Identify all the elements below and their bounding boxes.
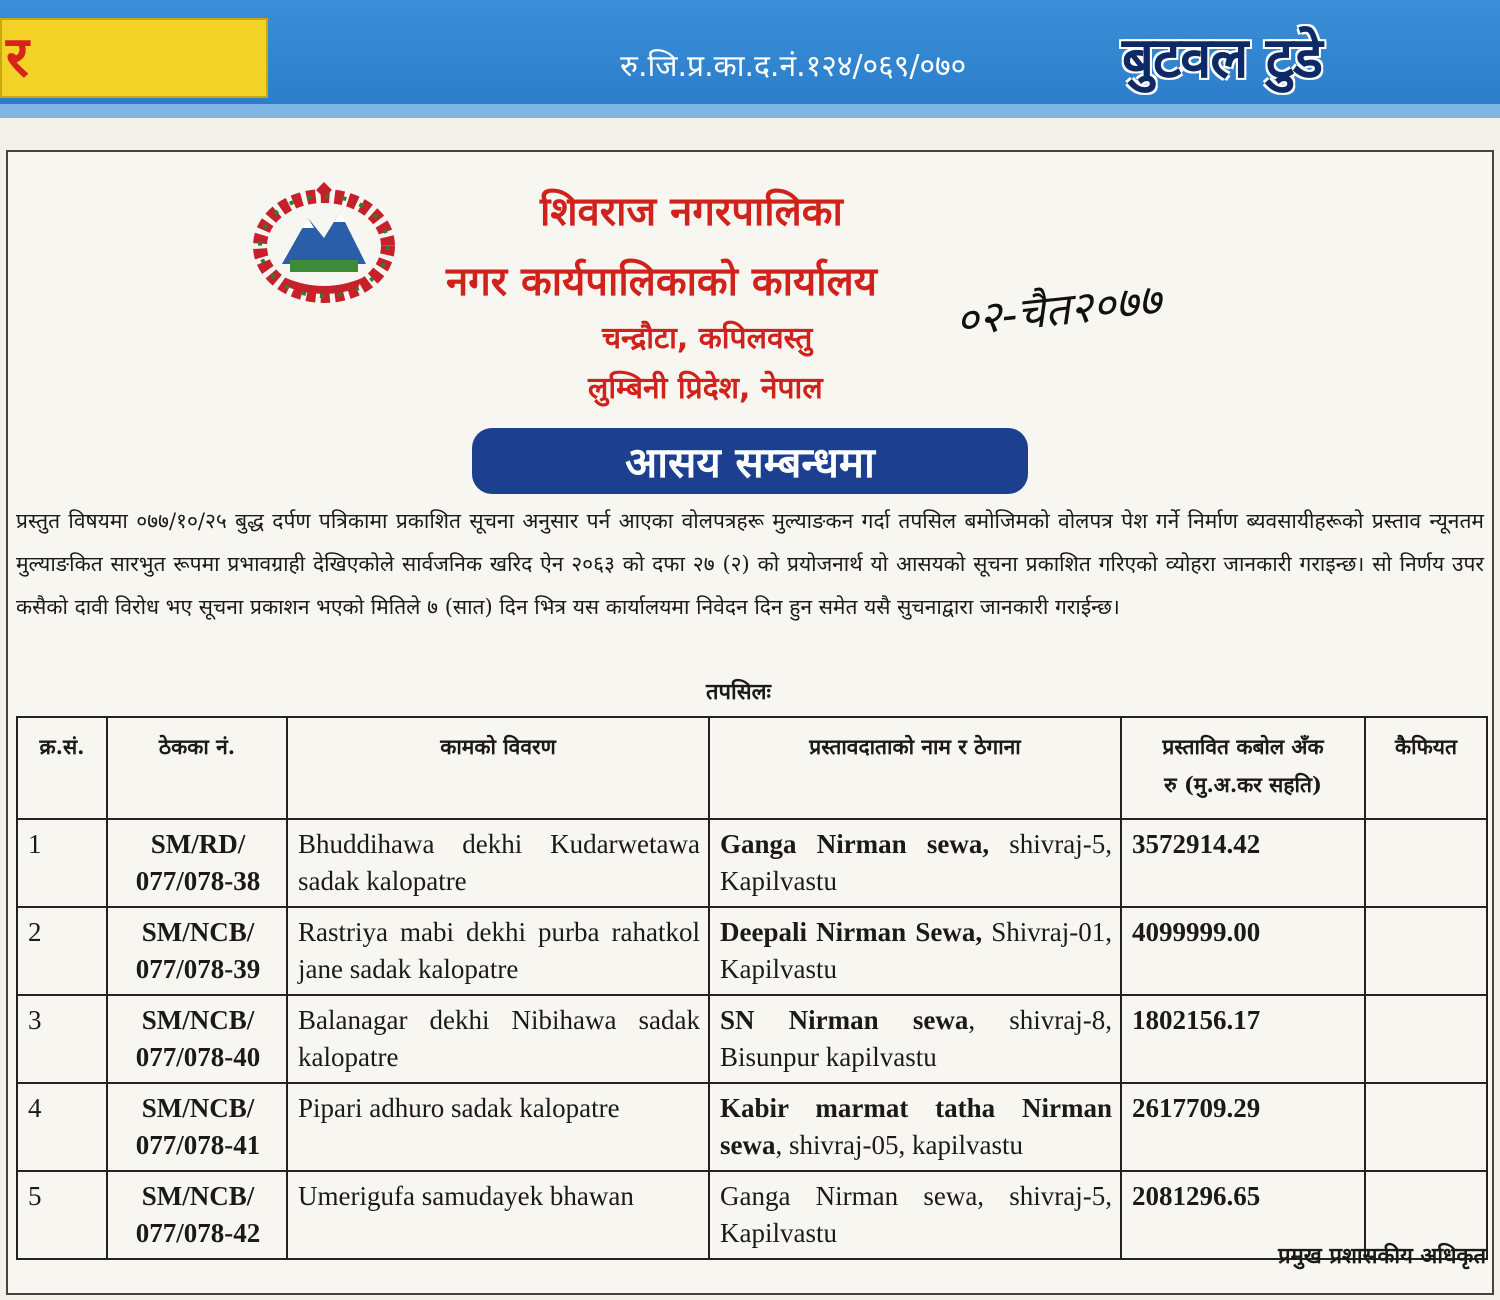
cell-bidder (709, 819, 1121, 907)
contract-line2: 077/078-39 (135, 954, 261, 984)
notice-body: प्रस्तुत विषयमा ०७७/१०/२५ बुद्ध दर्पण पत्रिकामा प्रकाशित सूचना अनुसार पर्न आएका वोलपत्रहरू मुल्याङकन गर्दा तपसिल बमोजिमको वोलपत्र पेश गर्ने निर्माण ब्यवसायीहरूको प्रस्ताव न्यूनतम मुल्याङकित सारभुत रूपमा प्रभावग्राही देखिएकोले सार्वजनिक खरिद ऐन २०६३ को दफा २७ (२) को प्रयोजनार्थ यो आसयको सूचना प्रकाशित गरिएको व्योहरा जानकारी गराइन्छ। सो निर्णय उपर कसैको दावी विरोध भए सूचना प्रकाशन भएको मितिले ७ (सात) दिन भित्र यस कार्यालयमा निवेदन दिन हुन समेत यसै सुचनाद्वारा जानकारी गराईन्छ। (16, 509, 1484, 619)
contract-line2: 077/078-38 (135, 866, 261, 896)
cell-remarks (1365, 907, 1487, 995)
cell-sn: 2 (17, 907, 107, 995)
table-row (17, 819, 1487, 907)
header-sn: क्र.सं. (17, 717, 107, 819)
cell-contract (107, 907, 287, 995)
cell-contract (107, 1083, 287, 1171)
header-bidder: प्रस्तावदाताको नाम र ठेगाना (709, 717, 1121, 819)
cell-contract (107, 1171, 287, 1259)
cell-remarks (1365, 1083, 1487, 1171)
cell-remarks (1365, 995, 1487, 1083)
signatory-title: प्रमुख प्रशासकीय अधिकृत (1278, 1243, 1486, 1269)
table-row (17, 1171, 1487, 1259)
notice-title: आसय सम्बन्धमा (625, 437, 875, 487)
cell-bidder (709, 1083, 1121, 1171)
cell-description: Balanagar dekhi Nibihawa sadak kalopatre (287, 995, 709, 1083)
bidder-name: SN Nirman sewa (720, 1005, 969, 1035)
header-amount-line2: रु (मु.अ.कर सहति) (1164, 772, 1322, 797)
cell-remarks (1365, 819, 1487, 907)
bidder-name: Ganga Nirman sewa, (720, 829, 990, 859)
contract-line1: SM/NCB/ (141, 917, 255, 947)
contract-line2: 077/078-40 (135, 1042, 261, 1072)
section-tab-text: र (6, 25, 29, 90)
office-address-line1: चन्द्रौटा, कपिलवस्तु (602, 321, 813, 356)
registration-number: रु.जि.प्र.का.द.नं.१२४/०६९/०७० (620, 49, 967, 84)
bidder-name: Kabir marmat tatha Nirman sewa (720, 1093, 1112, 1160)
contract-line1: SM/NCB/ (141, 1005, 255, 1035)
newspaper-brand-logo: बुटवल टुडे (1122, 26, 1322, 91)
nepal-emblem-icon (246, 182, 402, 310)
cell-amount: 3572914.42 (1121, 819, 1365, 907)
header-amount-line1: प्रस्तावित कबोल अँक (1162, 734, 1324, 759)
bidder-name: Ganga Nirman sewa, (720, 1181, 985, 1211)
section-tab (0, 18, 268, 98)
header-remarks: कैफियत (1365, 717, 1487, 819)
cell-sn: 5 (17, 1171, 107, 1259)
contract-line2: 077/078-41 (135, 1130, 261, 1160)
office-department: नगर कार्यपालिकाको कार्यालय (446, 259, 877, 305)
bidder-address: shivraj-5, Kapilvastu (720, 1181, 1112, 1248)
notice-title-banner (472, 428, 1028, 494)
cell-contract (107, 819, 287, 907)
header-amount (1121, 717, 1365, 819)
details-label: तपसिलः (706, 679, 771, 705)
cell-amount: 2617709.29 (1121, 1083, 1365, 1171)
office-address-line2: लुम्बिनी प्रिदेश, नेपाल (588, 371, 823, 406)
bidder-address: , shivraj-05, kapilvastu (775, 1130, 1023, 1160)
cell-bidder (709, 1171, 1121, 1259)
header-contract-no: ठेकका नं. (107, 717, 287, 819)
cell-sn: 4 (17, 1083, 107, 1171)
handwritten-date: ०२-चैत२०७७ (953, 274, 1164, 347)
contract-line2: 077/078-42 (135, 1218, 261, 1248)
bidder-address: shivraj-5, Kapilvastu (720, 829, 1112, 896)
cell-description: Umerigufa samudayek bhawan (287, 1171, 709, 1259)
cell-description: Pipari adhuro sadak kalopatre (287, 1083, 709, 1171)
office-name: शिवराज नगरपालिका (540, 189, 843, 235)
contract-line1: SM/NCB/ (141, 1181, 255, 1211)
cell-description: Rastriya mabi dekhi purba rahatkol jane sadak kalopatre (287, 907, 709, 995)
cell-sn: 3 (17, 995, 107, 1083)
bid-results-table (16, 716, 1488, 1260)
table-row (17, 1083, 1487, 1171)
bidder-address: Shivraj-01, Kapilvastu (720, 917, 1112, 984)
header-strip (0, 104, 1500, 118)
bidder-name: Deepali Nirman Sewa, (720, 917, 983, 947)
bidder-address: , shivraj-8, Bisunpur kapilvastu (720, 1005, 1112, 1072)
table-header-row (17, 717, 1487, 819)
cell-amount: 4099999.00 (1121, 907, 1365, 995)
cell-contract (107, 995, 287, 1083)
cell-sn: 1 (17, 819, 107, 907)
table-row (17, 907, 1487, 995)
contract-line1: SM/RD/ (150, 829, 246, 859)
cell-amount: 2081296.65 (1121, 1171, 1365, 1259)
cell-bidder (709, 907, 1121, 995)
header-description: कामको विवरण (287, 717, 709, 819)
cell-description: Bhuddihawa dekhi Kudarwetawa sadak kalopatre (287, 819, 709, 907)
cell-bidder (709, 995, 1121, 1083)
table-row (17, 995, 1487, 1083)
contract-line1: SM/NCB/ (141, 1093, 255, 1123)
cell-amount: 1802156.17 (1121, 995, 1365, 1083)
